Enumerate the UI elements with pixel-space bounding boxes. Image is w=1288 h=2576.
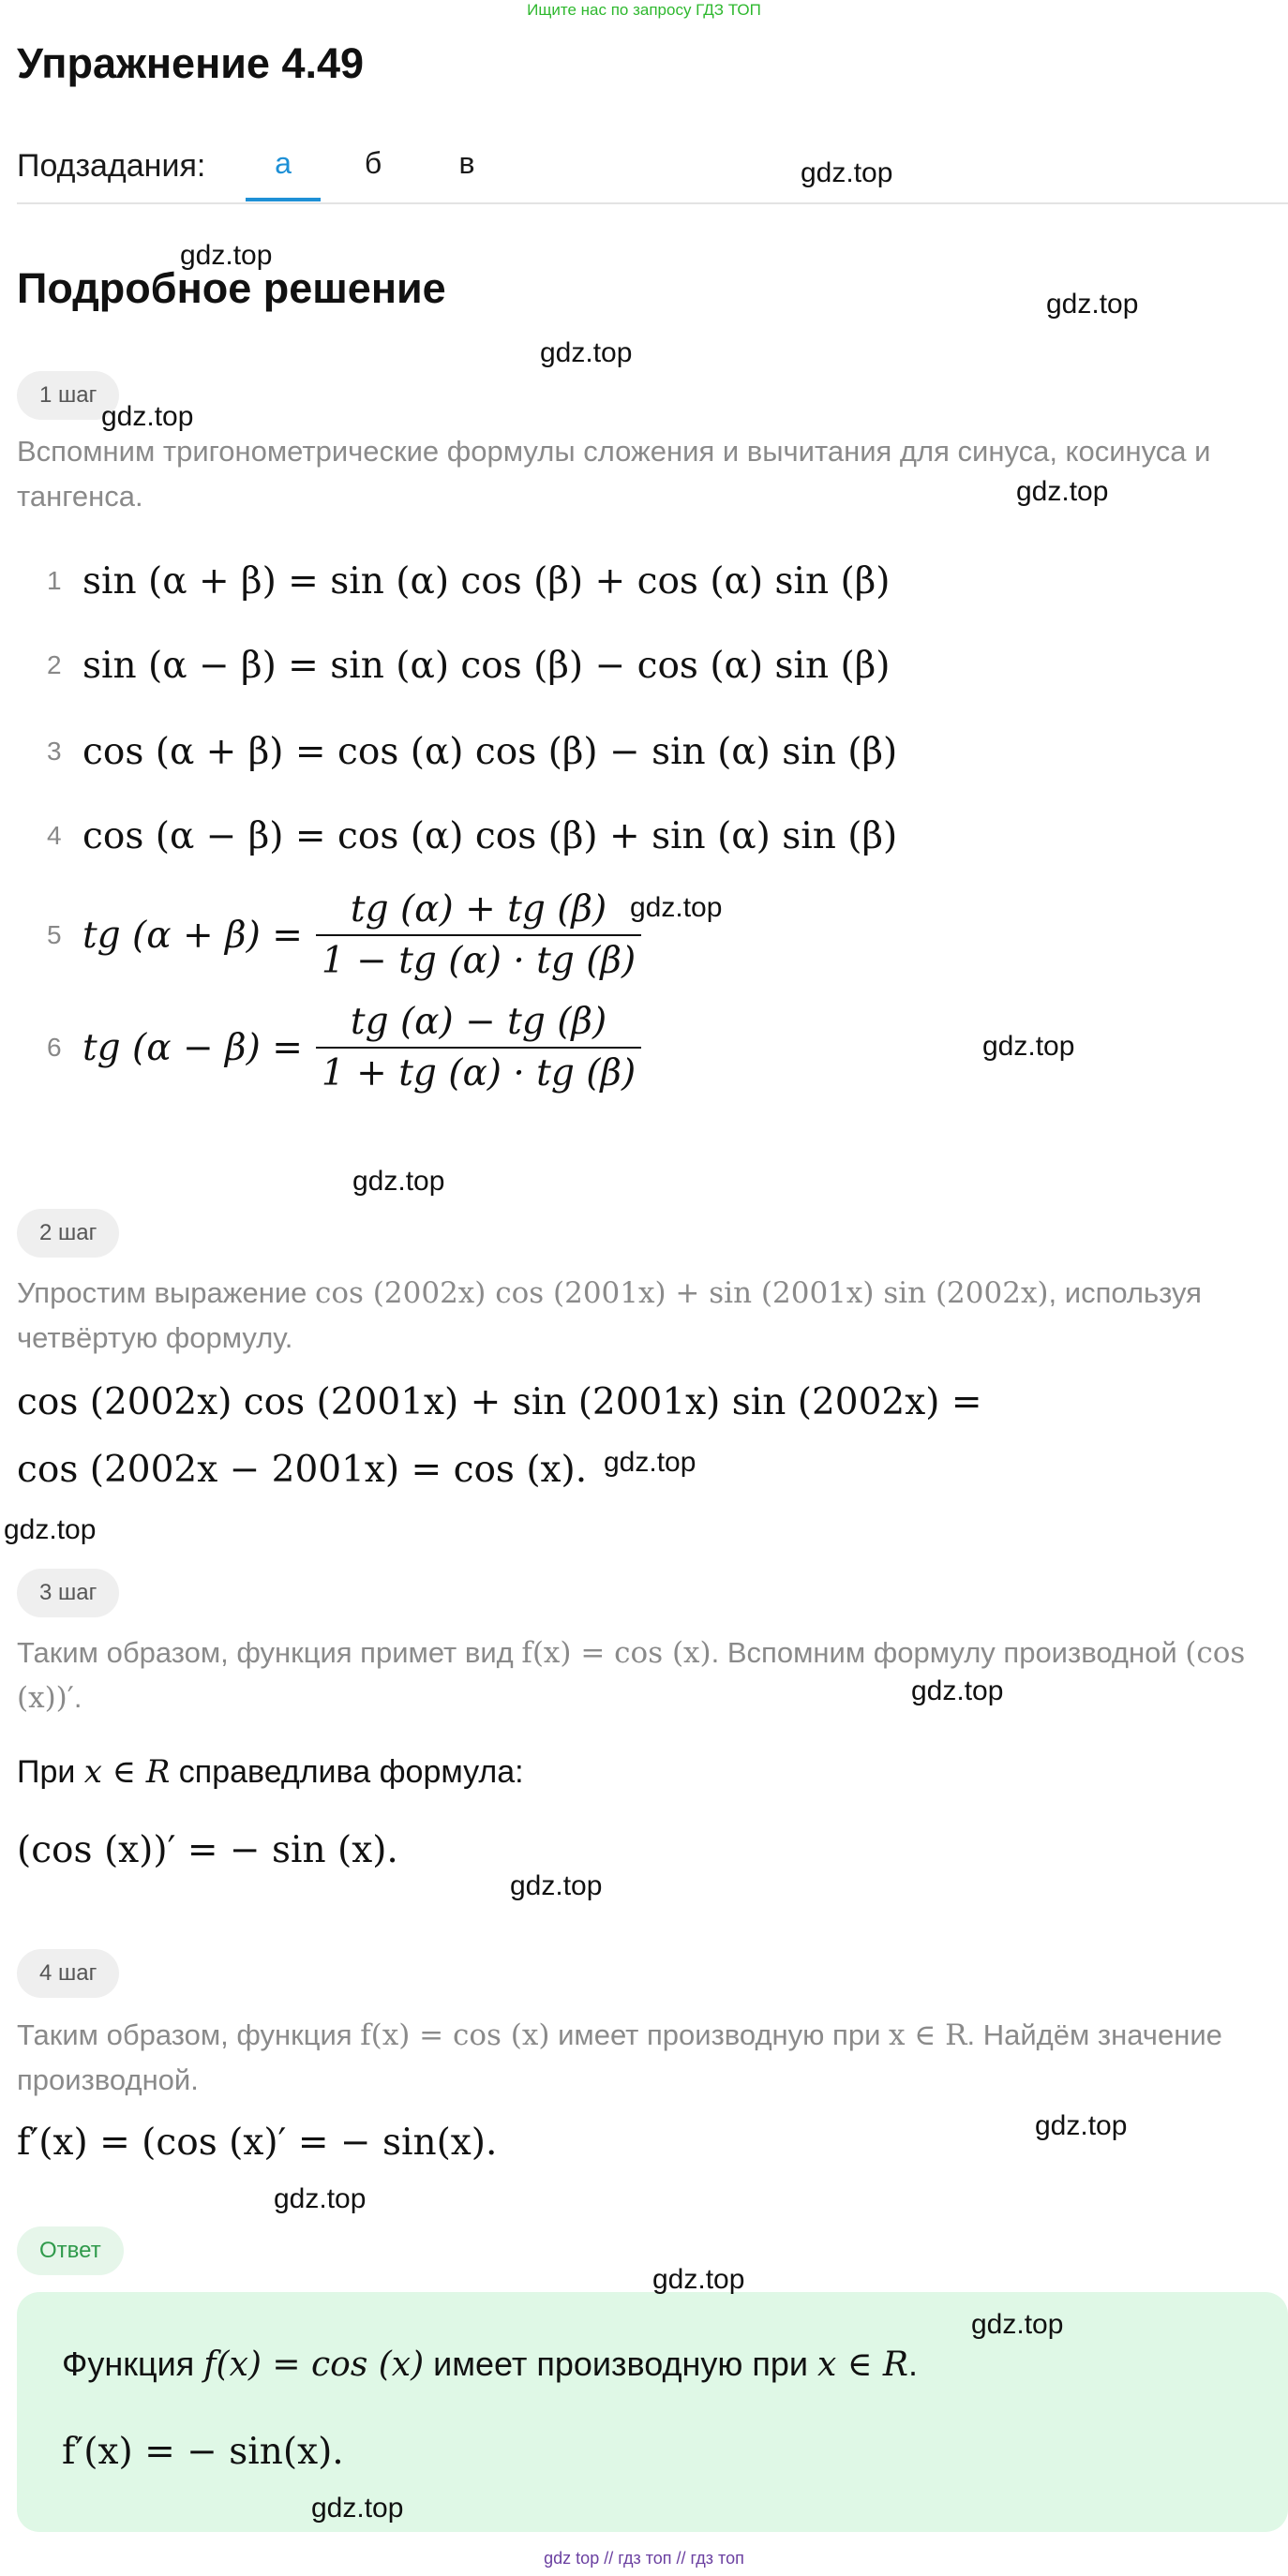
step-3-condition [17,1749,1273,1795]
subtasks-bar [17,141,1288,204]
formula-text: cos (α − β) = cos (α) cos (β) + sin (α) sin (β) [82,814,898,857]
text-part: Таким образом, функция [17,2018,361,2051]
watermark: gdz.top [274,2183,367,2214]
inline-math: (cos (x))′ [17,1636,1246,1715]
formula-text [82,888,641,982]
watermark: gdz.top [4,1514,97,1545]
text-part: Упростим выражение [17,1276,316,1309]
inline-math: x ∈ R [816,2345,908,2384]
answer-line-2: f′(x) = − sin(x). [62,2431,344,2473]
watermark: gdz.top [352,1166,445,1197]
text-part: Таким образом, функция примет вид [17,1636,522,1669]
step-2-line-2: cos (2002x − 2001x) = cos (x). [17,1449,588,1491]
formula-text [82,1001,641,1094]
tab-b[interactable]: б [364,146,382,180]
formula-lhs: tg (α − β) = [82,1026,303,1069]
watermark: gdz.top [982,1031,1075,1062]
watermark: gdz.top [911,1675,1004,1706]
fraction [316,1001,641,1094]
formula-number: 2 [47,650,62,679]
formula-number: 6 [47,1033,62,1062]
formula-5 [47,888,641,982]
watermark: gdz.top [1035,2110,1128,2141]
formula-4 [47,798,897,873]
formula-3 [47,714,897,789]
section-title: Подробное решение [17,264,446,312]
text-part: Функция [62,2345,204,2383]
formula-lhs: tg (α + β) = [82,914,303,957]
watermark: gdz.top [1016,476,1109,507]
step-3-badge: 3 шаг [17,1569,119,1617]
watermark: gdz.top [311,2493,404,2524]
inline-math: cos (2002x) cos (2001x) + sin (2001x) sin (2002x) [315,1276,1049,1310]
fraction-denominator: 1 − tg (α) · tg (β) [316,934,641,982]
watermark: gdz.top [604,1447,696,1478]
text-part: . [907,2345,918,2383]
formula-number: 5 [47,920,62,949]
text-part: справедлива формула: [170,1754,524,1790]
formula-1 [47,543,891,618]
formula-text: sin (α + β) = sin (α) cos (β) + cos (α) sin (β) [82,559,891,603]
watermark: gdz.top [180,240,273,271]
text-part: имеет производную при [549,2018,889,2051]
step-4-formula: f′(x) = (cos (x)′ = − sin(x). [17,2122,498,2164]
inline-math: x ∈ R [83,1753,171,1791]
tab-v[interactable]: в [458,146,475,180]
watermark: gdz.top [652,2264,745,2295]
text-part: . Вспомним формулу производной [711,1636,1186,1669]
formula-number: 4 [47,821,62,850]
text-part: При [17,1754,84,1790]
step-4-badge: 4 шаг [17,1949,119,1998]
formula-2 [47,628,891,703]
watermark: gdz.top [101,401,194,432]
formula-text: cos (α + β) = cos (α) cos (β) − sin (α) sin (β) [82,730,898,773]
inline-math: f(x) = cos (x) [360,2018,550,2052]
text-part: , используя четвёртую формулу. [17,1276,1202,1354]
formula-text: sin (α − β) = sin (α) cos (β) − cos (α) sin (β) [82,644,891,687]
subtasks-label: Подзадания: [17,148,206,184]
fraction-numerator: tg (α) + tg (β) [350,888,607,931]
step-2-badge: 2 шаг [17,1209,119,1258]
watermark: gdz.top [630,892,723,923]
answer-line-1 [62,2345,918,2384]
inline-math: f(x) = cos (x) [203,2345,425,2384]
step-2-line-1: cos (2002x) cos (2001x) + sin (2001x) sin (2002x) = [17,1381,982,1423]
step-2-text [17,1271,1288,1361]
step-1-badge: 1 шаг [17,371,119,420]
fraction-numerator: tg (α) − tg (β) [350,1001,607,1043]
text-part: . [73,1681,82,1714]
tab-a[interactable]: а [246,146,321,201]
watermark: gdz.top [540,337,633,368]
text-part: . Найдём значение производной. [17,2018,1222,2096]
top-banner: Ищите нас по запросу ГДЗ ТОП [527,1,761,19]
step-3-text [17,1630,1288,1720]
footer-watermark: gdz top // гдз топ // гдз топ [544,2549,744,2568]
step-4-text [17,2013,1288,2103]
text-part: имеет производную при [424,2345,817,2383]
formula-number: 1 [47,566,62,595]
formula-6 [47,1001,641,1094]
answer-badge: Ответ [17,2226,124,2275]
inline-math: f(x) = cos (x) [521,1636,711,1670]
answer-box [17,2292,1288,2532]
watermark: gdz.top [510,1870,603,1901]
formula-number: 3 [47,737,62,766]
inline-math: x ∈ R [889,2018,967,2052]
page-title: Упражнение 4.49 [17,39,365,87]
watermark: gdz.top [971,2309,1064,2340]
step-3-formula: (cos (x))′ = − sin (x). [17,1829,398,1871]
fraction-denominator: 1 + tg (α) · tg (β) [316,1047,641,1094]
watermark: gdz.top [1046,289,1139,320]
watermark: gdz.top [801,157,893,188]
step-1-text: Вспомним тригонометрические формулы сложения и вычитания для синуса, косинуса и тангенса. [17,435,1211,513]
fraction [316,888,641,982]
